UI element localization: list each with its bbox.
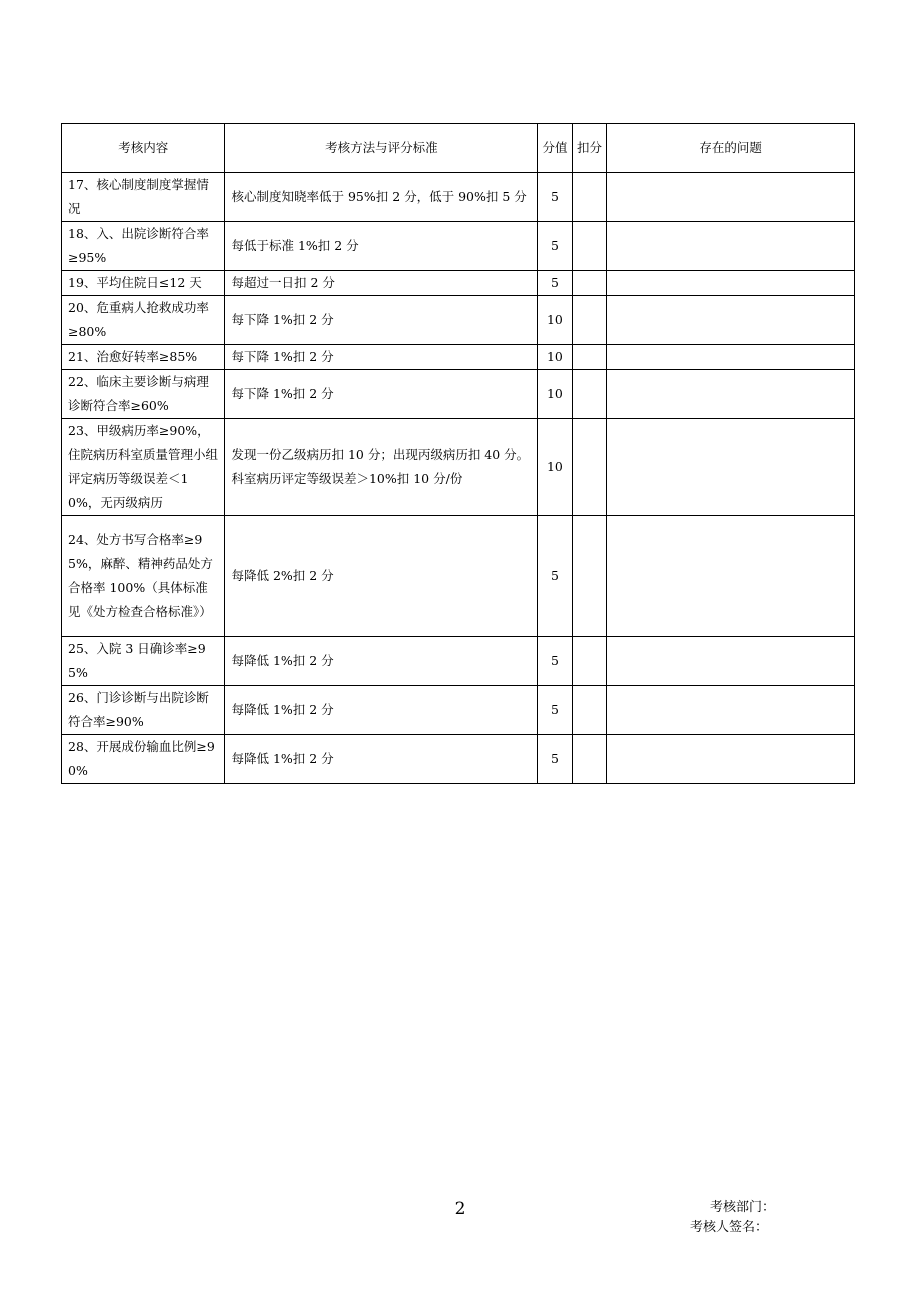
table-row: [62, 686, 855, 735]
table-row: [62, 345, 855, 370]
row-problem-cell[interactable]: [607, 296, 855, 345]
row-problem-cell[interactable]: [607, 637, 855, 686]
signature-block: [690, 1198, 775, 1238]
row-method: 每超过一日扣 2 分: [225, 271, 538, 296]
row-deduct-cell[interactable]: [572, 419, 607, 516]
row-content: 25、入院 3 日确诊率≥95%: [62, 637, 225, 686]
row-deduct-cell[interactable]: [572, 271, 607, 296]
row-method: 每降低 1%扣 2 分: [225, 735, 538, 784]
row-problem-cell[interactable]: [607, 173, 855, 222]
table-row: [62, 637, 855, 686]
header-deduct: 扣分: [572, 124, 607, 173]
row-score: 5: [538, 516, 573, 637]
table-row: [62, 419, 855, 516]
row-content: 22、临床主要诊断与病理诊断符合率≥60%: [62, 370, 225, 419]
signature-label: 考核人签名：: [690, 1220, 769, 1235]
table-row: [62, 735, 855, 784]
row-content: 26、门诊诊断与出院诊断符合率≥90%: [62, 686, 225, 735]
table-body: [62, 173, 855, 784]
row-problem-cell[interactable]: [607, 222, 855, 271]
department-label: 考核部门：: [710, 1200, 776, 1215]
row-deduct-cell[interactable]: [572, 222, 607, 271]
row-content: 20、危重病人抢救成功率≥80%: [62, 296, 225, 345]
row-problem-cell[interactable]: [607, 516, 855, 637]
row-method: 每降低 1%扣 2 分: [225, 686, 538, 735]
row-deduct-cell[interactable]: [572, 173, 607, 222]
table-row: [62, 222, 855, 271]
table-row: [62, 271, 855, 296]
row-score: 5: [538, 686, 573, 735]
header-content: 考核内容: [62, 124, 225, 173]
row-content: 17、核心制度制度掌握情况: [62, 173, 225, 222]
row-problem-cell[interactable]: [607, 345, 855, 370]
row-problem-cell[interactable]: [607, 271, 855, 296]
row-method: 发现一份乙级病历扣 10 分；出现丙级病历扣 40 分。科室病历评定等级误差＞10%扣 10 分/份: [225, 419, 538, 516]
row-deduct-cell[interactable]: [572, 345, 607, 370]
table-row: [62, 173, 855, 222]
table-row: [62, 296, 855, 345]
row-deduct-cell[interactable]: [572, 686, 607, 735]
row-method: 核心制度知晓率低于 95%扣 2 分，低于 90%扣 5 分: [225, 173, 538, 222]
row-score: 5: [538, 271, 573, 296]
header-row: [62, 124, 855, 173]
row-method: 每下降 1%扣 2 分: [225, 296, 538, 345]
row-content: 23、甲级病历率≥90%，住院病历科室质量管理小组评定病历等级误差＜10%，无丙级病历: [62, 419, 225, 516]
row-score: 5: [538, 735, 573, 784]
row-deduct-cell[interactable]: [572, 370, 607, 419]
row-score: 10: [538, 370, 573, 419]
row-problem-cell[interactable]: [607, 686, 855, 735]
row-deduct-cell[interactable]: [572, 516, 607, 637]
row-content: 21、治愈好转率≥85%: [62, 345, 225, 370]
row-content: 24、处方书写合格率≥95%，麻醉、精神药品处方合格率 100%（具体标准见《处方检查合格标准》）: [62, 516, 225, 637]
row-method: 每降低 2%扣 2 分: [225, 516, 538, 637]
row-problem-cell[interactable]: [607, 370, 855, 419]
page-number: 2: [454, 1199, 466, 1219]
row-score: 5: [538, 637, 573, 686]
table-header: [62, 124, 855, 173]
header-score: 分值: [538, 124, 573, 173]
row-method: 每低于标准 1%扣 2 分: [225, 222, 538, 271]
row-problem-cell[interactable]: [607, 419, 855, 516]
row-score: 5: [538, 173, 573, 222]
row-method: 每下降 1%扣 2 分: [225, 345, 538, 370]
row-score: 10: [538, 419, 573, 516]
row-deduct-cell[interactable]: [572, 637, 607, 686]
row-method: 每降低 1%扣 2 分: [225, 637, 538, 686]
row-problem-cell[interactable]: [607, 735, 855, 784]
table-row: [62, 370, 855, 419]
header-problem: 存在的问题: [607, 124, 855, 173]
row-method: 每下降 1%扣 2 分: [225, 370, 538, 419]
row-content: 18、入、出院诊断符合率≥95%: [62, 222, 225, 271]
row-score: 10: [538, 345, 573, 370]
row-score: 5: [538, 222, 573, 271]
row-content: 28、开展成份输血比例≥90%: [62, 735, 225, 784]
assessment-table: [61, 123, 855, 784]
header-method: 考核方法与评分标准: [225, 124, 538, 173]
row-deduct-cell[interactable]: [572, 296, 607, 345]
row-content: 19、平均住院日≤12 天: [62, 271, 225, 296]
table-row: [62, 516, 855, 637]
row-deduct-cell[interactable]: [572, 735, 607, 784]
row-score: 10: [538, 296, 573, 345]
